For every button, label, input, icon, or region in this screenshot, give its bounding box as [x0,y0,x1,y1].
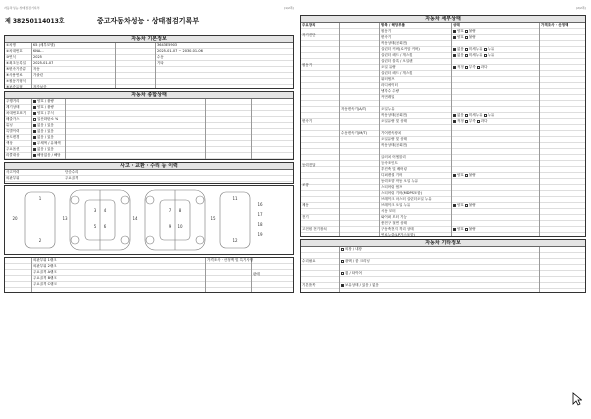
state-cell: 양호 불량 [453,227,476,232]
basic-row-value: KNA... [33,49,44,53]
group-name: 조향 [302,183,309,187]
status-row-value: 없음 / 있음 [33,135,54,140]
group-name: 원동기 [302,63,313,67]
col-header: 주요장치 [302,23,316,27]
detail-item: 워터펌프 [381,77,395,81]
accident-row-label: 단순수리 [65,170,79,174]
status-row-value: 무채색 / 유채색 [33,141,61,146]
detail-item: 구동축전지 격리 상태 [381,227,414,231]
status-row-value: 양호 / 불량 [33,105,54,110]
rank-row: 주요골격 C랭크 [33,282,57,286]
state-cell: 양호 불량 [453,173,476,178]
state-cell: 양호 불량 [453,35,476,40]
detail-status-grid [301,23,585,236]
diagram-label: 1 [38,196,42,201]
status-row-label: 특별이력 [6,129,20,133]
group-name: 동력전달 [302,163,316,167]
basic-info-header: 자동차 기본정보 [5,36,293,43]
rank-row: 외판부위 2랭크 [33,264,57,268]
page-title: 중고자동차성능 · 상태점검기록부 [96,17,200,25]
detail-item: 냉각수 수량 [381,89,400,93]
diagram-label: 13 [62,216,68,221]
basic-row-value: 자가보증 [33,85,47,89]
group-name: 전기 [302,215,309,219]
detail-item: 작동상태(공회전) [381,41,408,45]
state-cell: 적정 부족 과다 [453,65,488,70]
rank-row: 외판부위 1랭크 [33,258,57,262]
page-1 [4,5,294,295]
basic-right-value: 2025-01-07 ~ 2030-01-06 [157,49,203,53]
accident-history-section [4,162,294,184]
detail-item: 라디에이터 [381,83,398,87]
basic-info-section [4,35,294,89]
detail-item: 브레이크 마스터 실린더오일 누유 [381,197,432,201]
detail-subgroup: 수동변속기(M/T) [341,131,367,135]
basic-row-value: 2025-01-07 [33,61,54,65]
diagram-label: 4 [103,208,107,213]
basic-row-label: ④최초등록일 [6,61,27,65]
diagram-label: 10 [177,224,183,229]
detail-item: 충전구 절연 상태 [381,221,407,225]
status-row-label: 용도변경 [6,135,20,139]
diagram-label: 11 [232,196,238,201]
diagram-label: 2 [38,238,42,243]
other-row-value: 광택 / 룸 크리닝 [341,259,370,264]
detail-item: 동력조향 작동 오일 누유 [381,179,419,183]
status-row-value: 양호 / 불량 [33,99,54,104]
general-status-grid [5,99,293,159]
diagram-label: 15 [210,216,216,221]
col-header: 항목 / 해당부품 [381,23,406,27]
basic-info-grid [5,43,293,88]
group-name: 고전원 전기장치 [302,227,327,231]
status-row-label: 주행거리 [6,99,20,103]
diagram-label: 17 [257,212,263,217]
detail-item: 스티어링 기어(MDPS포함) [381,191,422,195]
accident-row-label: 주요골격 [65,176,79,180]
diagram-label: 7 [168,208,172,213]
detail-item: 커먼레일 [381,95,395,99]
vehicle-diagram-svg [5,186,291,254]
status-row-label: 튜닝 [6,123,13,127]
other-row-value: 외장 / 내장 [341,247,362,252]
detail-item: 오일유량 및 상태 [381,119,407,123]
state-cell: 양호 불량 [453,29,476,34]
frame-rank-section [4,257,294,293]
status-row-label: 차대번호표기 [6,111,27,115]
diagram-label: 14 [132,216,138,221]
group-name: 제동 [302,203,309,207]
detail-item: 오일유량 및 상태 [381,137,407,141]
status-row-value: 양호 / 부식 [33,111,54,116]
mouse-pointer-icon [572,392,582,406]
basic-right-value: 기타 [157,61,164,65]
detail-item: 기어변속장치 [381,131,402,135]
state-cell: 양호 불량 [453,203,476,208]
page-1-topline [4,5,294,11]
other-row-label: 기본품목 [302,283,316,287]
status-row-label: 리콜대상 [6,153,20,157]
diagram-label: 5 [93,224,97,229]
detail-subgroup: 자동변속기(A/T) [341,107,367,111]
status-row-label: 배출가스 [6,117,20,121]
basic-row-label: ⑦원동기형식 [6,79,27,83]
detail-item: 와이퍼 모터 기능 [381,215,407,219]
detail-item: 오일 유량 [381,65,396,69]
status-row-value: 없음 / 있음 [33,123,54,128]
basic-right-value: 수동 [157,55,164,59]
page-1-header-left: 자동차성능·상태점검기록부 [4,6,40,10]
group-name: 변속기 [302,119,313,123]
rank-row: 주요골격 A랭크 [33,270,57,274]
basic-row-value: 2025 [33,55,42,59]
accident-history-header: 사고 · 교환 · 수리 등 이력 [5,163,293,170]
status-row-value: 일산화탄소 % [33,117,58,122]
other-row-label: 수리필요 [302,259,316,263]
rank-row: 주요골격 B랭크 [33,276,57,280]
other-row-value: 보유상태 / 있음 / 없음 [341,283,379,288]
detail-item: 디퍼렌셜 기어 [381,173,403,177]
frame-rank-grid [5,258,293,292]
col-header: 가격조사 · 산정액 [541,23,569,27]
detail-item: 작동상태(공회전) [381,113,408,117]
detail-item: 클러치 어셈블리 [381,155,406,159]
other-info-grid [301,247,585,292]
general-status-section [4,91,294,160]
accident-grid [5,170,293,183]
detail-item: 원동기 [381,29,392,33]
page-2-topline [300,5,586,11]
diagram-label: 16 [257,202,263,207]
status-row-label: 주요옵션 [6,147,20,151]
price-header: 가격조사 · 산정액 및 특기사항 [207,258,254,262]
state-cell: 없음 미세누유 누유 [453,113,494,118]
detail-item: 오일누유 [381,107,395,111]
basic-row-value: 가솔린 [33,73,44,77]
other-row-value: 휠 / 타이어 [341,271,362,276]
price-label: 판매 [253,272,260,276]
detail-item: 추진축 및 베어링 [381,167,407,171]
detail-item: 실린더 커버(로커암 커버) [381,47,420,51]
detail-item: 스티어링 펌프 [381,185,403,189]
other-info-header: 자동차 기타정보 [301,240,585,247]
basic-row-value: 자동 [33,67,40,71]
group-name: 자기진단 [302,33,316,37]
basic-row-label: ⑧보증유형 [6,85,23,89]
status-row-label: 계기상태 [6,105,20,109]
col-header: 상태 [453,23,460,27]
basic-row-label: ⑥사용연료 [6,73,23,77]
status-row-value: 해당없음 / 해당 [33,153,61,158]
state-cell: 없음 미세누유 누유 [453,53,494,58]
page-2-header-right: (2/2쪽) [575,6,586,10]
accident-row-label: 사고이력 [6,170,20,174]
diagram-label: 18 [257,222,263,227]
detail-item: 브레이크 오일 누유 [381,203,411,207]
status-row-value: 없음 / 있음 [33,147,54,152]
basic-row-label: ③연식 [6,55,16,59]
diagram-label: 9 [168,224,172,229]
document-number: 제 38250114013호 [5,18,65,25]
other-info-section [300,239,586,293]
status-row-label: 색상 [6,141,13,145]
general-status-header: 자동차 종합상태 [5,92,293,99]
detail-item: 실린더 헤드 / 개스킷 [381,53,413,57]
diagram-label: 12 [232,238,238,243]
diagram-label: 19 [257,232,263,237]
detail-item: 실린더 헤드 / 개스킷 [381,71,413,75]
diagram-label: 8 [178,208,182,213]
detail-status-section [300,15,586,237]
detail-item: 시동 모터 [381,209,396,213]
diagram-label: 6 [103,224,107,229]
basic-row-value: K5 (세부모델) [33,43,55,47]
status-row-value: 없음 / 있음 [33,129,54,134]
diagram-label: 20 [12,216,18,221]
basic-right-value: 3643E5903 [157,43,178,47]
detail-status-header: 자동차 세부상태 [301,16,585,23]
detail-item: 작동상태(공회전) [381,143,408,147]
page-1-header-right: (1/2쪽) [283,6,294,10]
basic-row-label: ①차명 [6,43,16,47]
basic-row-label: ②차대번호 [6,49,23,53]
detail-item: 실린더 블록 / 오일팬 [381,59,413,63]
state-cell: 적정 부족 과다 [453,119,488,124]
diagram-label: 3 [93,208,97,213]
detail-item: 연료누출(LP가스포함) [381,233,415,237]
accident-row-label: 외판부위 [6,176,20,180]
detail-item: 등속조인트 [381,161,398,165]
detail-item: 변속기 [381,35,392,39]
page-2 [300,5,586,295]
basic-row-label: ⑤변속기종류 [6,67,27,71]
state-cell: 없음 미세누유 누유 [453,47,494,52]
vehicle-diagram [4,185,294,255]
